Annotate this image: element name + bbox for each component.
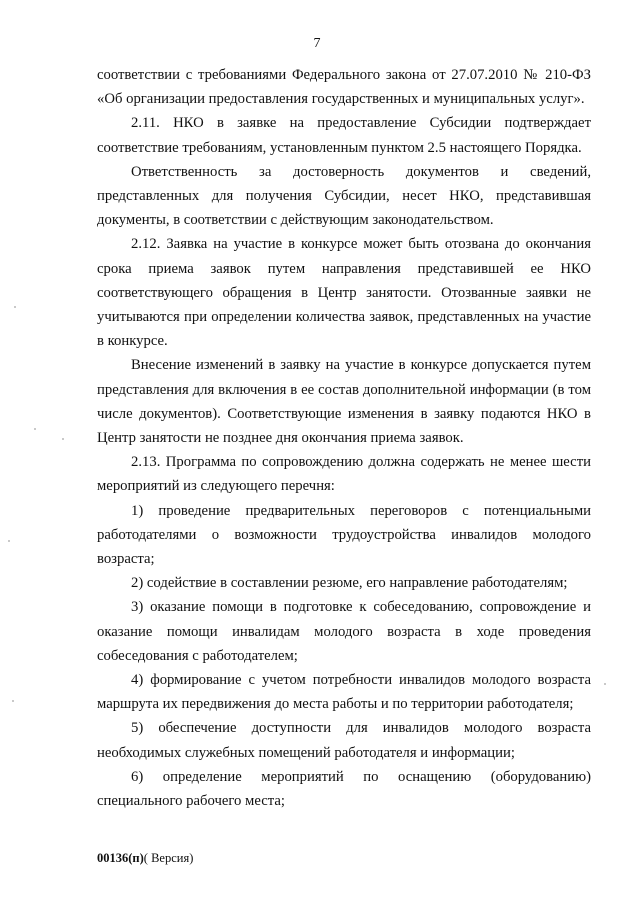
paragraph-2-11: 2.11. НКО в заявке на предоставление Субсидии подтверждает соответствие требованиям, установленным пунктом 2.5 настоящего Порядка.	[97, 115, 591, 156]
page-number: 7	[313, 36, 321, 51]
list-item-4: 4) формирование с учетом потребности инвалидов молодого возраста маршрута их передвижения до места работы и по территории работодателя;	[97, 672, 591, 713]
list-item-3: 3) оказание помощи в подготовке к собеседованию, сопровождение и оказание помощи инвалидам молодого возраста в ходе проведения собеседования с работодателем;	[97, 599, 591, 664]
list-item-5: 5) обеспечение доступности для инвалидов молодого возраста необходимых служебных помещений работодателя и информации;	[97, 720, 591, 761]
footer-document-code: 00136(п)	[97, 851, 144, 865]
list-item-2: 2) содействие в составлении резюме, его направление работодателям;	[131, 575, 568, 592]
document-footer	[97, 851, 193, 866]
paragraph-amendments: Внесение изменений в заявку на участие в конкурсе допускается путем представления для включения в ее состав дополнительной информации (в том числе документов). Соответствующие изменения в заявку подаются НКО в Центр занятости не позднее дня окончания приема заявок.	[97, 357, 591, 447]
paragraph-2-13: 2.13. Программа по сопровождению должна содержать не менее шести мероприятий из следующего перечня:	[97, 454, 591, 495]
scan-speck	[34, 428, 36, 430]
scan-speck	[14, 306, 16, 308]
document-body	[97, 63, 591, 813]
list-item-1: 1) проведение предварительных переговоров с потенциальными работодателями о возможности трудоустройства инвалидов молодого возраста;	[97, 502, 591, 568]
paragraph-responsibility: Ответственность за достоверность документов и сведений, представленных для получения Субсидии, несет НКО, представившая документы, в соответствии с действующим законодательством.	[97, 163, 591, 229]
paragraph-2-12: 2.12. Заявка на участие в конкурсе может быть отозвана до окончания срока приема заявок путем направления представившей ее НКО соответствующего обращения в Центр занятости. Отозванные заявки не учитываются при определении количества заявок, представленных на участие в конкурсе.	[97, 236, 591, 350]
scan-speck	[8, 540, 10, 542]
scan-speck	[62, 438, 64, 440]
paragraph-continuation: соответствии с требованиями Федерального закона от 27.07.2010 № 210-ФЗ «Об организации предоставления государственных и муниципальных услуг».	[97, 67, 591, 108]
scan-speck	[12, 700, 14, 702]
scan-speck	[604, 683, 606, 685]
list-item-6: 6) определение мероприятий по оснащению (оборудованию) специального рабочего места;	[97, 768, 591, 810]
footer-version: ( Версия)	[143, 851, 194, 865]
